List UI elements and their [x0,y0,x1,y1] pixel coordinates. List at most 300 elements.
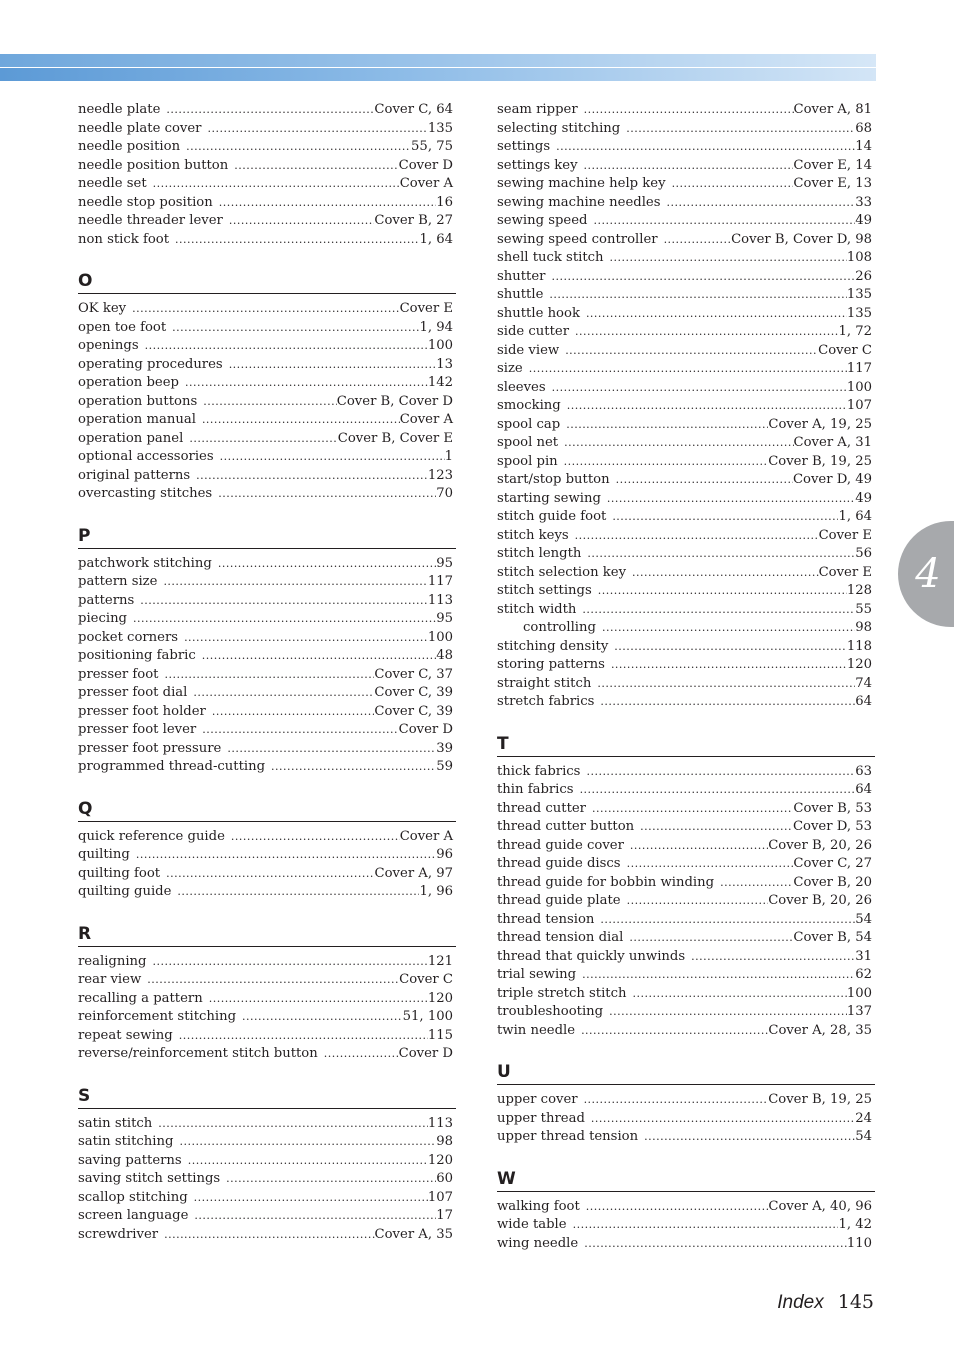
index-page-ref: Cover B, Cover E [337,430,453,446]
index-page-ref: 135 [427,120,453,136]
dot-leader [202,721,398,740]
index-entry [78,1170,456,1189]
index-term: operation manual [78,412,196,427]
index-entry [78,758,456,777]
index-term: quilting guide [78,884,172,899]
dot-leader [644,1128,855,1147]
dot-leader [207,120,427,139]
index-term: operating procedures [78,356,223,372]
dot-leader [188,1152,428,1171]
index-entry [78,1027,456,1046]
index-page-ref: 55 [855,601,872,617]
index-page-ref: Cover B, Cover D, 98 [731,231,872,247]
index-entry [497,911,875,930]
index-term: overcasting stitches [78,486,213,501]
index-page-ref: Cover B, 27 [374,213,453,228]
index-entry [78,647,456,666]
index-entry [497,453,875,472]
dot-leader [196,467,428,486]
index-page-ref: 100 [427,629,453,645]
section-heading: R [78,922,456,947]
page-number: 145 [837,1291,874,1313]
dot-leader [614,638,847,657]
index-term: rear view [78,972,142,987]
dot-leader [584,101,794,120]
index-page-ref: Cover C, 27 [793,856,872,871]
dot-leader [565,342,818,361]
dot-leader [575,527,819,546]
index-entry [497,582,875,601]
index-entry [497,564,875,583]
index-entry [497,1022,875,1041]
index-page-ref: Cover B, 20 [793,874,872,890]
index-term: original patterns [78,467,191,483]
index-section [497,732,875,1041]
index-page-ref: 49 [855,213,872,228]
index-entry [497,545,875,564]
index-term: thread guide discs [497,856,621,871]
index-page-ref: 39 [436,740,453,756]
index-page-ref: Cover C, 39 [374,703,453,719]
index-entry [78,1045,456,1064]
dot-leader [175,231,419,250]
index-entry [497,249,875,268]
index-entry [78,865,456,884]
index-entry [497,763,875,782]
dot-leader [611,656,847,675]
index-entry [497,286,875,305]
index-term: sewing machine needles [497,194,661,210]
index-page-ref: 14 [855,139,872,154]
index-page-ref: 64 [855,694,872,709]
index-entry [497,1110,875,1129]
dot-leader [582,966,855,985]
dot-leader [234,157,398,176]
index-page-ref: 54 [855,911,872,927]
index-page-ref: 1, 42 [838,1217,872,1232]
index-term: needle set [78,176,147,191]
index-entry [497,619,875,638]
index-section [78,797,456,902]
index-page-ref: 62 [855,967,872,982]
dot-leader [564,434,793,453]
index-page-ref: 60 [436,1171,453,1186]
index-entry [497,675,875,694]
index-page-ref: 33 [855,194,872,210]
index-term: shell tuck stitch [497,250,604,265]
index-page-ref: Cover E [818,564,872,580]
dot-leader [185,374,428,393]
index-term: settings [497,139,551,154]
dot-leader [566,416,768,435]
dot-leader [166,865,374,884]
dot-leader [584,1091,769,1110]
index-entry [497,471,875,490]
index-page-ref: 113 [427,592,453,608]
index-term: operation buttons [78,393,198,409]
index-page-ref: 54 [855,1129,872,1144]
dot-leader [194,1189,428,1208]
dot-leader [626,120,855,139]
index-entry [78,374,456,393]
index-term: upper thread [497,1110,585,1126]
dot-leader [140,592,428,611]
index-column-right [497,101,875,1253]
index-term: needle plate cover [78,120,202,136]
dot-leader [166,101,374,120]
footer-label: Index [777,1292,824,1313]
index-page-ref: Cover E [399,301,453,316]
index-term: non stick foot [78,231,170,247]
index-term: sleeves [497,379,546,395]
index-entry [497,305,875,324]
index-page-ref: 1, 64 [419,231,453,247]
index-entry [78,448,456,467]
index-page-ref: 16 [436,194,453,210]
index-term: presser foot pressure [78,740,222,756]
index-term: quick reference guide [78,828,225,844]
dot-leader [163,573,427,592]
index-entry [78,120,456,139]
index-entry [497,342,875,361]
index-page-ref: Cover A [399,412,453,427]
header-band-bottom [0,68,876,81]
index-entry [497,948,875,967]
section-heading: U [497,1060,875,1085]
dot-leader [598,582,847,601]
dot-leader [203,393,337,412]
index-page-ref: Cover D, 49 [792,472,872,487]
dot-leader [667,194,856,213]
index-entry [497,892,875,911]
index-term: needle plate [78,102,161,117]
index-page-ref: 31 [855,948,872,964]
index-entry [78,194,456,213]
index-entry [78,393,456,412]
index-page-ref: 17 [436,1208,453,1223]
index-term: trial sewing [497,967,577,982]
dot-leader [229,212,375,231]
dot-leader [573,1216,839,1235]
index-page-ref: 120 [846,657,872,672]
index-page-ref: 120 [427,1152,453,1168]
dot-leader [172,319,419,338]
index-term: stitch selection key [497,564,627,580]
dot-leader [586,1198,769,1217]
index-term: storing patterns [497,657,605,672]
dot-leader [627,855,794,874]
index-page-ref: 49 [855,490,872,506]
index-page-ref: Cover E [818,527,872,543]
index-entry [78,157,456,176]
index-section [78,101,456,249]
dot-leader [227,740,436,759]
index-entry [497,1235,875,1254]
index-page-ref: Cover D [398,722,453,737]
index-page-ref: 1 [444,449,453,464]
dot-leader [202,411,400,430]
index-page-ref: 68 [855,120,872,136]
dot-leader [633,985,847,1004]
index-term: wing needle [497,1235,579,1251]
index-term: recalling a pattern [78,990,203,1006]
index-term: twin needle [497,1022,576,1038]
dot-leader [226,1170,436,1189]
index-term: optional accessories [78,449,214,464]
index-entry [497,1198,875,1217]
index-term: shuttle hook [497,305,580,321]
dot-leader [242,1008,403,1027]
index-term: side view [497,342,560,358]
index-page-ref: 95 [436,611,453,626]
index-term: needle stop position [78,194,213,210]
index-term: needle position [78,139,181,154]
index-term: openings [78,338,139,353]
index-term: stitch guide foot [497,509,607,524]
index-entry [497,693,875,712]
dot-leader [179,1027,428,1046]
index-term: programmed thread-cutting [78,759,266,774]
index-entry [497,508,875,527]
index-entry [78,573,456,592]
dot-leader [219,194,437,213]
index-term: operation panel [78,430,184,446]
index-entry [78,467,456,486]
index-term: thread tension dial [497,930,624,945]
index-term: pattern size [78,574,158,589]
index-term: stitch keys [497,527,569,543]
dot-leader [551,268,855,287]
dot-leader [629,929,793,948]
index-term: shuttle [497,287,544,302]
dot-leader [672,175,794,194]
section-heading: W [497,1167,875,1192]
index-term: thread that quickly unwinds [497,948,686,964]
dot-leader [218,555,436,574]
dot-leader [186,138,411,157]
index-page-ref: 59 [436,759,453,774]
index-term: sewing speed [497,213,588,228]
index-page-ref: 100 [846,985,872,1001]
index-page-ref: 117 [846,361,872,376]
index-entry [497,268,875,287]
dot-leader [164,666,374,685]
dot-leader [147,971,399,990]
index-term: reinforcement stitching [78,1009,237,1024]
index-term: satin stitch [78,1115,153,1131]
dot-leader [324,1045,399,1064]
index-entry [78,1115,456,1134]
index-page-ref: Cover D [398,157,453,173]
index-term: scallop stitching [78,1189,188,1205]
index-entry [497,1091,875,1110]
index-entry [78,828,456,847]
index-term: starting sewing [497,490,601,506]
dot-leader [591,1110,855,1129]
dot-leader [177,883,419,902]
index-term: stitch width [497,601,577,617]
index-page-ref: Cover A, 35 [374,1226,453,1242]
index-entry [497,1216,875,1235]
index-page-ref: 108 [846,250,872,265]
dot-leader [592,800,793,819]
index-page-ref: 95 [436,555,453,571]
index-entry [497,966,875,985]
index-term: wide table [497,1217,567,1232]
index-entry [78,485,456,504]
index-term: settings key [497,157,578,173]
index-term: sewing machine help key [497,176,666,191]
index-page-ref: 117 [427,574,453,589]
index-term: stitching density [497,638,609,654]
index-entry [497,360,875,379]
index-term: repeat sewing [78,1027,173,1043]
index-term: presser foot lever [78,722,197,737]
index-entry [497,175,875,194]
index-entry [78,138,456,157]
index-page-ref: 98 [855,620,872,635]
dot-leader [179,1133,436,1152]
index-page-ref: Cover A, 97 [374,865,453,881]
index-entry [497,929,875,948]
dot-leader [193,684,374,703]
index-term: positioning fabric [78,648,196,663]
dot-leader [209,990,428,1009]
index-section [497,1167,875,1254]
index-entry [78,231,456,250]
index-entry [78,1189,456,1208]
index-page-ref: Cover A, 28, 35 [768,1022,872,1038]
index-term: reverse/reinforcement stitch button [78,1046,318,1061]
index-page-ref: 26 [855,268,872,284]
dot-leader [218,485,436,504]
dot-leader [627,892,769,911]
dot-leader [164,1226,374,1245]
index-term: thread cutter [497,800,586,816]
dot-leader [202,647,436,666]
index-entry [78,684,456,703]
section-heading: P [78,524,456,549]
index-page-ref: 135 [846,287,872,302]
index-term: thread guide for bobbin winding [497,874,715,890]
index-page-ref: 70 [436,486,453,501]
index-term: open toe foot [78,319,167,335]
dot-leader [612,508,838,527]
dot-leader [145,337,428,356]
chapter-number: 4 [915,551,941,597]
index-entry [497,601,875,620]
dot-leader [231,828,400,847]
index-entry [497,985,875,1004]
index-term: sewing speed controller [497,231,658,247]
index-page-ref: Cover B, 54 [793,930,872,945]
index-page-ref: 1, 72 [838,324,872,339]
index-page-ref: 1, 96 [419,884,453,899]
index-entry [78,300,456,319]
index-page-ref: 137 [846,1004,872,1019]
dot-leader [153,175,400,194]
index-section [497,101,875,712]
dot-leader [584,157,794,176]
index-page-ref: 55, 75 [411,139,453,154]
index-section [78,1084,456,1245]
index-term: quilting foot [78,865,161,881]
index-page-ref: 100 [427,338,453,353]
index-term: walking foot [497,1198,580,1214]
section-heading: O [78,269,456,294]
index-entry [497,837,875,856]
index-page-ref: Cover A [399,828,453,844]
index-entry [78,971,456,990]
dot-leader [600,911,855,930]
index-entry [497,638,875,657]
index-term: needle threader lever [78,213,223,228]
index-page-ref: 121 [427,953,453,969]
dot-leader [189,430,337,449]
index-page-ref: Cover C [399,972,453,987]
dot-leader [136,846,436,865]
dot-leader [597,675,855,694]
index-term: thick fabrics [497,763,581,779]
dot-leader [552,379,847,398]
index-entry [78,846,456,865]
index-entry [78,1008,456,1027]
index-page-ref: 56 [855,546,872,561]
index-term: troubleshooting [497,1004,604,1019]
index-term: upper cover [497,1092,578,1107]
index-term: presser foot [78,666,159,682]
dot-leader [602,619,855,638]
dot-leader [271,758,436,777]
dot-leader [632,564,819,583]
index-page-ref: Cover B, Cover D [336,393,453,409]
index-page-ref: 74 [855,675,872,691]
dot-leader [640,818,793,837]
index-page-ref: 107 [846,398,872,413]
page-footer [777,1289,874,1315]
index-section [78,524,456,777]
index-entry [497,231,875,250]
dot-leader [580,781,856,800]
index-entry [497,781,875,800]
dot-leader [691,948,855,967]
index-page-ref: Cover E, 14 [793,157,872,173]
index-entry [78,629,456,648]
index-page-ref: Cover A, 40, 96 [768,1198,872,1214]
index-term: stitch settings [497,583,592,598]
dot-leader [630,837,768,856]
index-entry [78,1152,456,1171]
index-entry [78,610,456,629]
index-page-ref: 98 [436,1134,453,1149]
dot-leader [220,448,445,467]
index-entry [78,1133,456,1152]
index-term: saving patterns [78,1152,182,1168]
index-term: satin stitching [78,1134,174,1149]
index-page-ref: Cover D [398,1046,453,1061]
index-section [497,1060,875,1147]
index-term: straight stitch [497,675,592,691]
index-entry [497,1003,875,1022]
index-term: controlling [523,620,596,635]
index-entry [497,212,875,231]
dot-leader [584,1235,847,1254]
index-term: spool cap [497,416,561,432]
index-term: side cutter [497,324,570,339]
index-term: operation beep [78,375,179,390]
dot-leader [616,471,793,490]
index-page-ref: Cover B, 20, 26 [768,893,872,908]
